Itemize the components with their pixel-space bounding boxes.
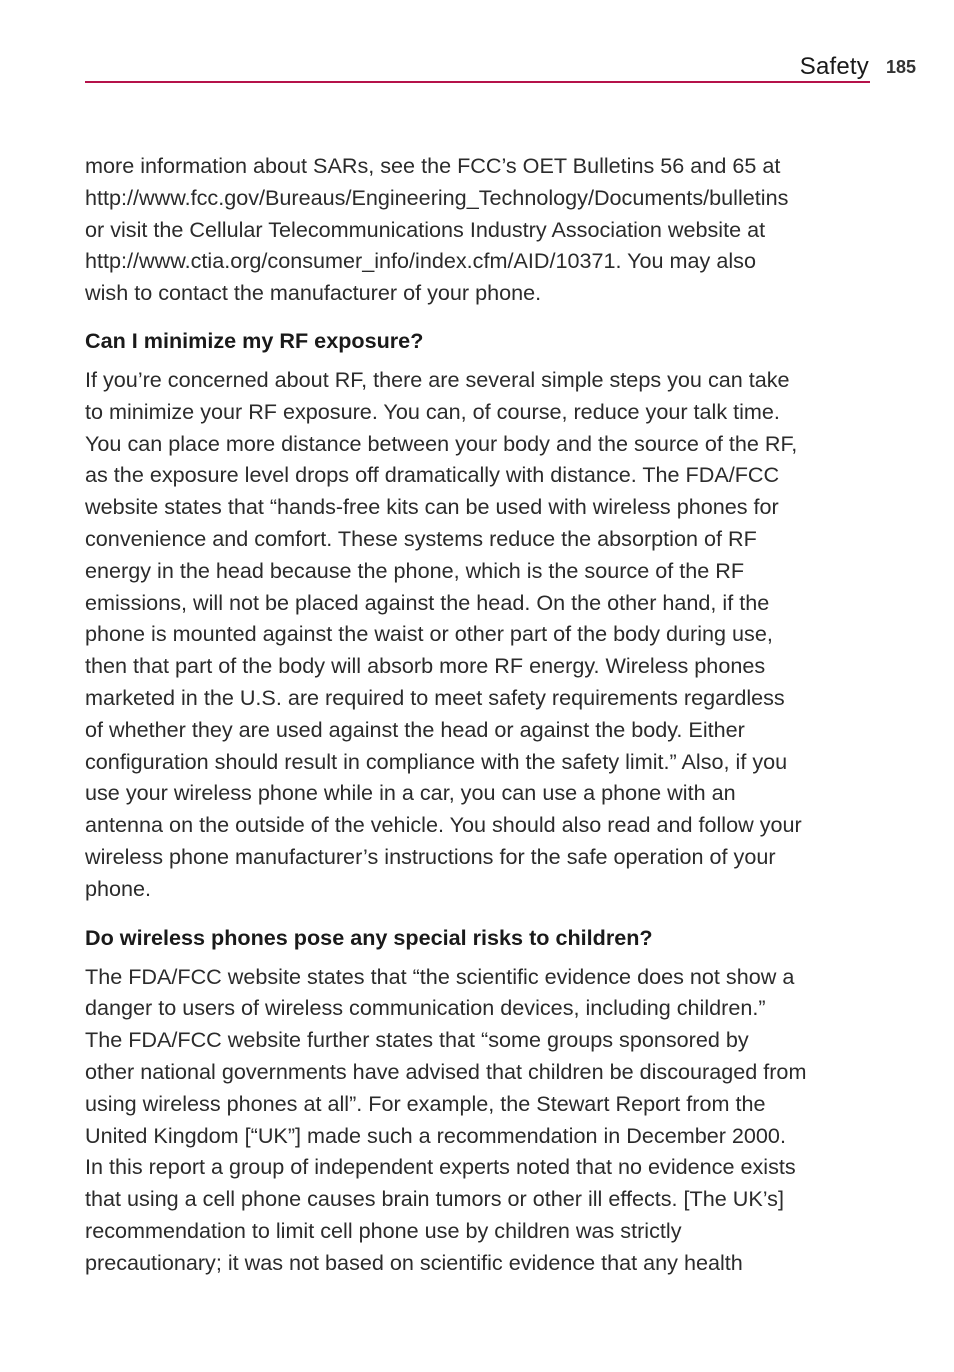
text-line: http://www.ctia.org/consumer_info/index.cfm/AID/10371. You may also (85, 248, 756, 274)
text-line: You can place more distance between your body and the source of the RF, (85, 430, 798, 456)
text-line: website states that “hands-free kits can be used with wireless phones for (85, 494, 779, 520)
text-line: wish to contact the manufacturer of your phone. (85, 280, 542, 306)
text-line: precautionary; it was not based on scientific evidence that any health (85, 1249, 743, 1275)
text-line: that using a cell phone causes brain tumors or other ill effects. [The UK’s] (85, 1186, 784, 1212)
text-line: The FDA/FCC website states that “the scientific evidence does not show a (85, 963, 795, 989)
text-line: convenience and comfort. These systems reduce the absorption of RF (85, 525, 757, 551)
text-line: wireless phone manufacturer’s instructions for the safe operation of your (85, 843, 776, 869)
text-line: or visit the Cellular Telecommunications Industry Association website at (85, 216, 766, 242)
text-line: phone. (85, 875, 152, 901)
heading-minimize-rf: Can I minimize my RF exposure? (85, 327, 424, 353)
text-line: The FDA/FCC website further states that “some groups sponsored by (85, 1027, 749, 1053)
paragraph-children-risks (85, 961, 875, 1279)
text-line: more information about SARs, see the FCC’s OET Bulletins 56 and 65 at (85, 153, 781, 178)
text-line: energy in the head because the phone, which is the source of the RF (85, 557, 745, 583)
text-line: http://www.fcc.gov/Bureaus/Engineering_Technology/Documents/bulletins (85, 184, 789, 210)
text-line: If you’re concerned about RF, there are several simple steps you can take (85, 366, 790, 392)
text-line: recommendation to limit cell phone use by children was strictly (85, 1217, 682, 1243)
text-line: antenna on the outside of the vehicle. You should also read and follow your (85, 812, 802, 838)
text-line: United Kingdom [“UK”] made such a recommendation in December 2000. (85, 1122, 786, 1148)
text-line: phone is mounted against the waist or other part of the body during use, (85, 621, 773, 647)
text-line: danger to users of wireless communication devices, including children.” (85, 995, 766, 1021)
page-number: 185 (886, 57, 917, 77)
header-divider (85, 81, 870, 83)
paragraph-sar-info (85, 150, 875, 309)
text-line: of whether they are used against the head or against the body. Either (85, 716, 745, 742)
text-line: In this report a group of independent experts noted that no evidence exists (85, 1154, 796, 1180)
section-title: Safety (799, 53, 869, 80)
page-header (85, 50, 869, 82)
text-line: as the exposure level drops off dramatically with distance. The FDA/FCC (85, 462, 780, 488)
heading-children-risks: Do wireless phones pose any special risks to children? (85, 924, 653, 950)
text-line: to minimize your RF exposure. You can, of course, reduce your talk time. (85, 398, 780, 424)
page-body (85, 150, 875, 1279)
text-line: then that part of the body will absorb more RF energy. Wireless phones (85, 653, 766, 679)
text-line: emissions, will not be placed against the head. On the other hand, if the (85, 589, 770, 615)
text-line: marketed in the U.S. are required to meet safety requirements regardless (85, 684, 785, 710)
paragraph-minimize-rf (85, 364, 875, 905)
text-line: use your wireless phone while in a car, you can use a phone with an (85, 780, 736, 806)
text-line: other national governments have advised that children be discouraged from (85, 1058, 807, 1084)
text-line: configuration should result in compliance with the safety limit.” Also, if you (85, 748, 788, 774)
text-line: using wireless phones at all”. For example, the Stewart Report from the (85, 1090, 766, 1116)
